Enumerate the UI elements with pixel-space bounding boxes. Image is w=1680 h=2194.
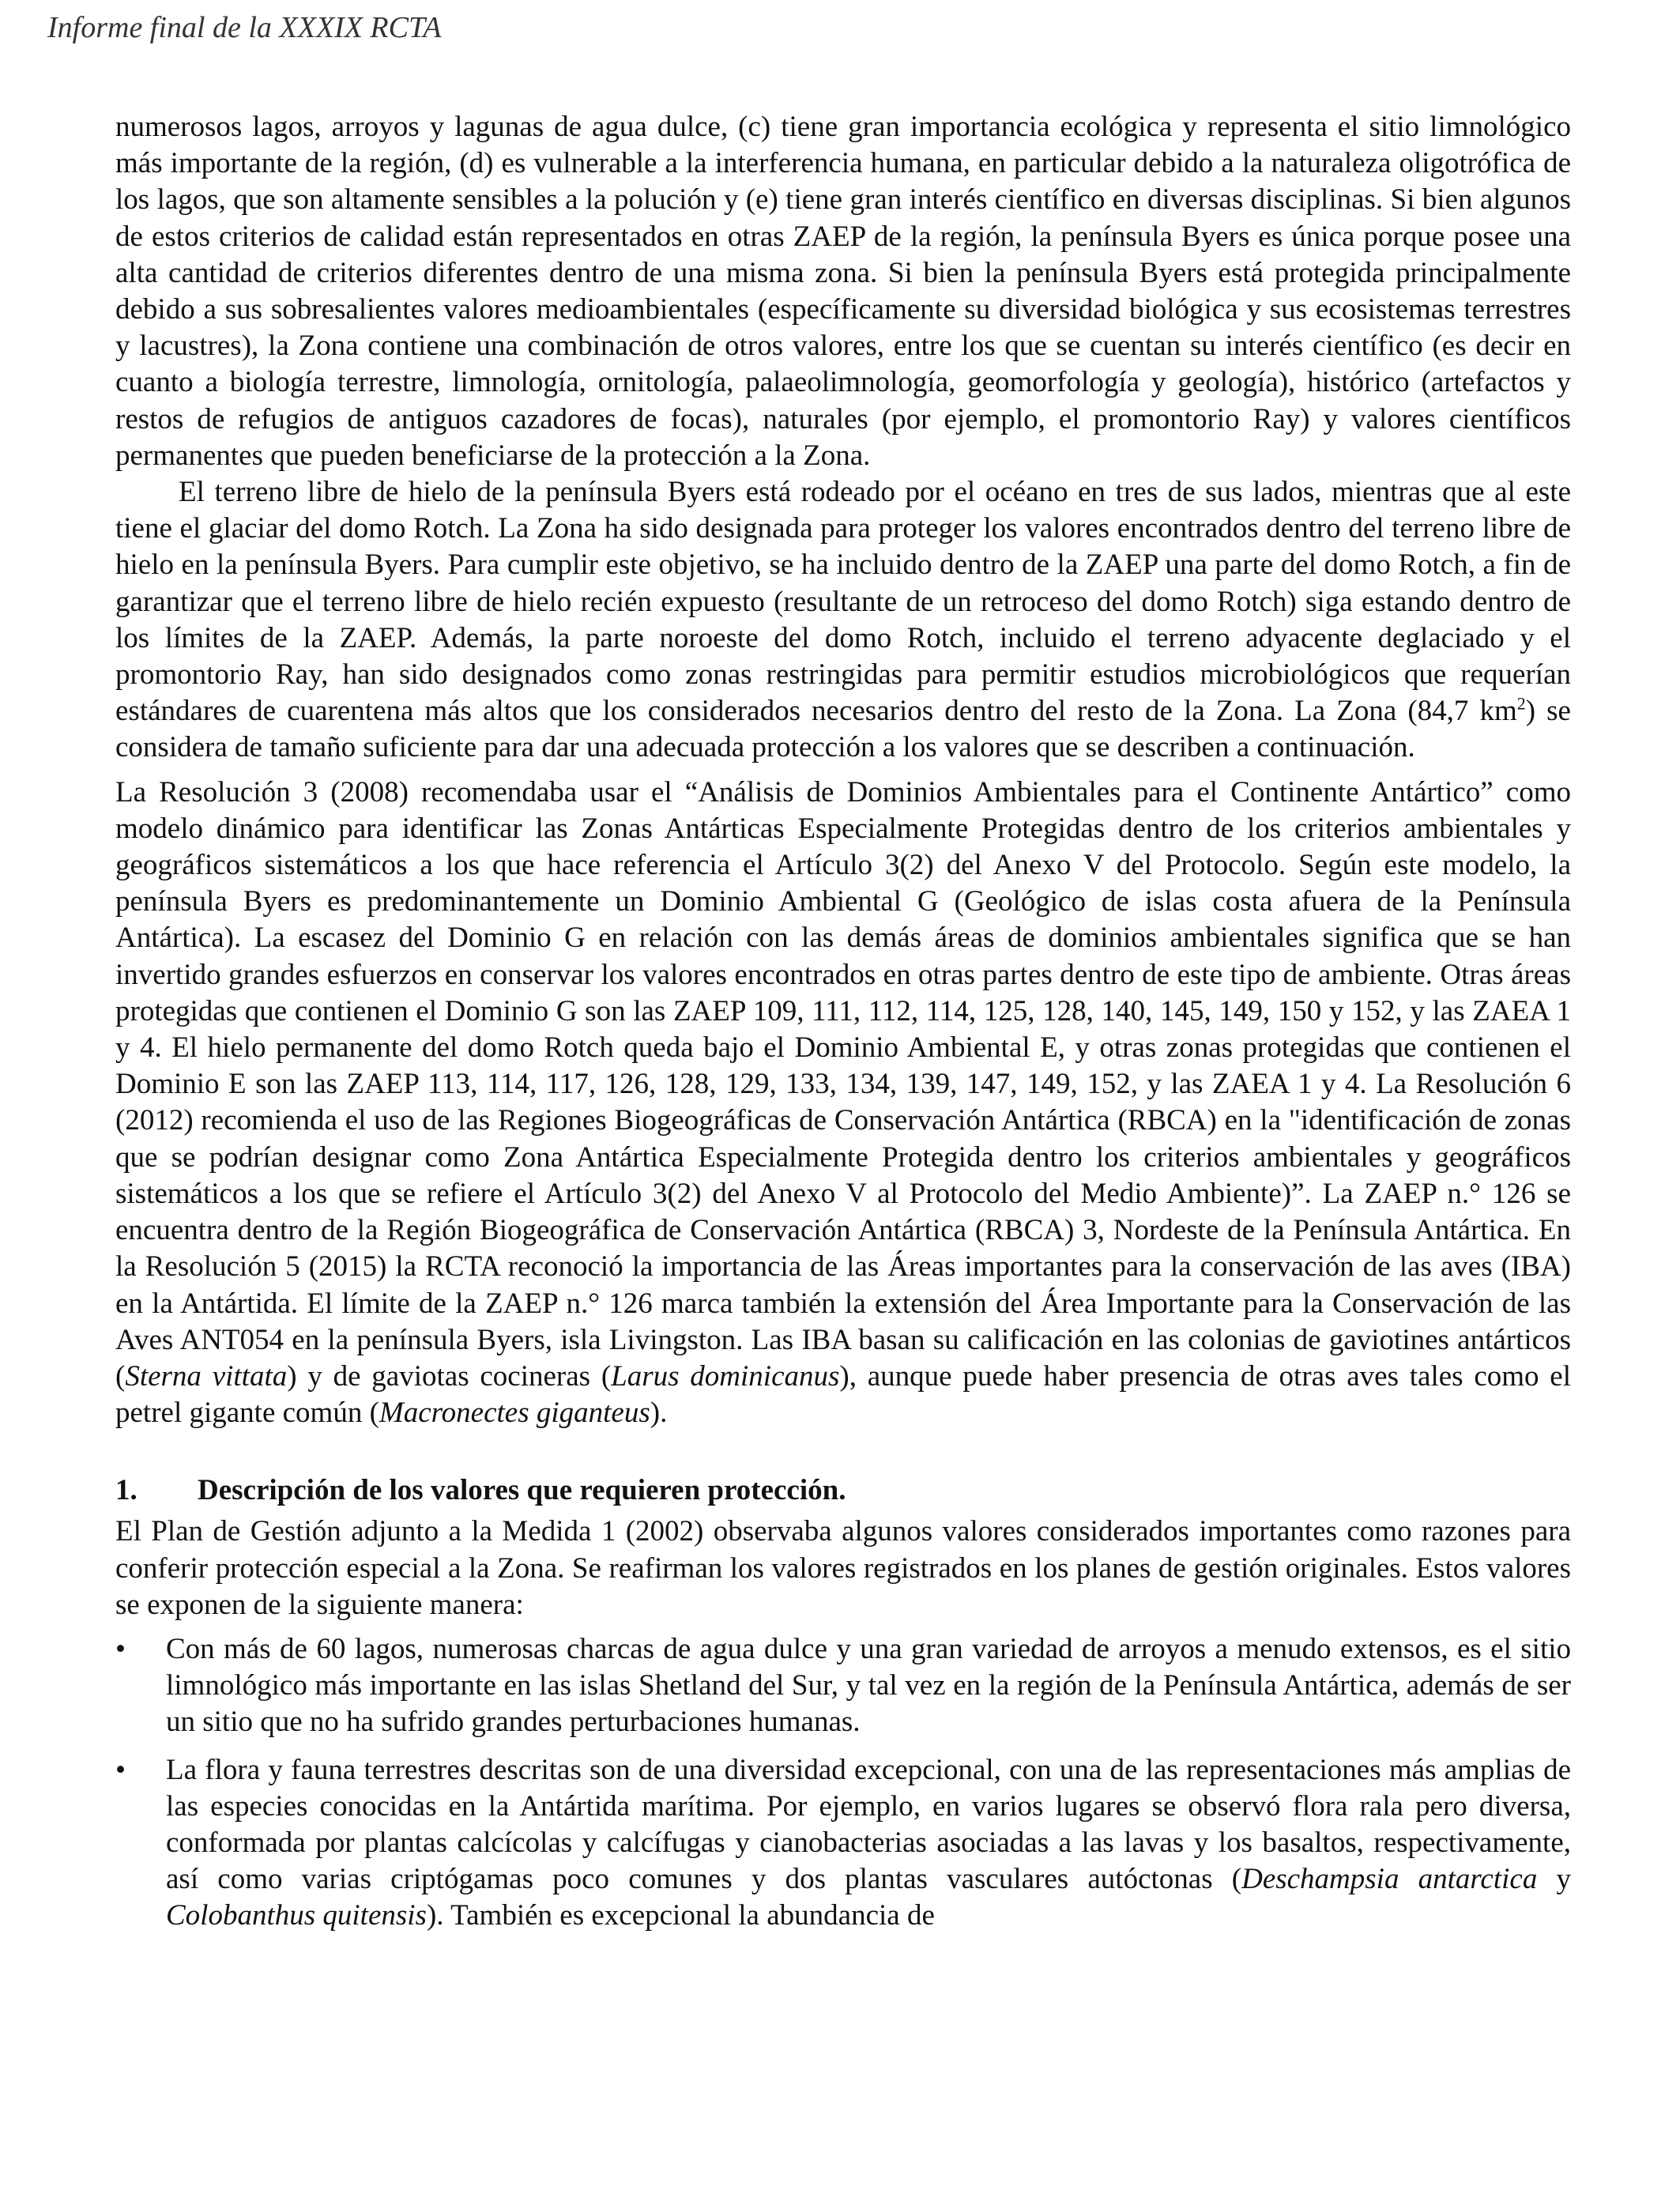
section-title: Descripción de los valores que requieren protección. — [198, 1474, 846, 1507]
running-header: Informe final de la XXXIX RCTA — [47, 11, 442, 44]
paragraph-text: El terreno libre de hielo de la península Byers está rodeado por el océano en tres de sus lados, mientras que al este tiene el glaciar del domo Rotch. La Zona ha sido designada para proteger los valores encontrados dentro del terreno libre de hielo en la península Byers. Para cumplir este objetivo, se ha incluido dentro de la ZAEP una parte del domo Rotch, a fin de garantizar que el terreno libre de hielo recién expuesto (resultante de un retroceso del domo Rotch) siga estando dentro de los límites de la ZAEP. Además, la parte noroeste del domo Rotch, incluido el terreno adyacente deglaciado y el promontorio Ray, han sido designados como zonas restringidas para permitir estudios microbiológicos que requerían estándares de cuarentena más altos que los considerados necesarios dentro del resto de la Zona. La Zona (84,7 km — [115, 476, 1571, 728]
species-name: Deschampsia antarctica — [1241, 1863, 1538, 1896]
paragraph-environmental-domains — [115, 775, 1571, 1432]
section-heading — [115, 1472, 1571, 1509]
list-item-text: ). También es excepcional la abundancia de — [426, 1899, 935, 1932]
section-number: 1. — [115, 1474, 137, 1507]
species-name: Macronectes giganteus — [379, 1397, 650, 1430]
superscript: 2 — [1516, 693, 1526, 714]
values-list — [115, 1631, 1571, 1935]
paragraph-values-summary: numerosos lagos, arroyos y lagunas de agua dulce, (c) tiene gran importancia ecológica y representa el sitio limnológico más importante de la región, (d) es vulnerable a la interferencia humana, en particular debido a la naturaleza oligotrófica de los lagos, que son altamente sensibles a la polución y (e) tiene gran interés científico en diversas disciplinas. Si bien algunos de estos criterios de calidad están representados en otras ZAEP de la región, la península Byers es única porque posee una alta cantidad de criterios diferentes dentro de una misma zona. Si bien la península Byers está protegida principalmente debido a sus sobresalientes valores medioambientales (específicamente su diversidad biológica y sus ecosistemas terrestres y lacustres), la Zona contiene una combinación de otros valores, entre los que se cuentan su interés científico (es decir en cuanto a biología terrestre, limnología, ornitología, palaeolimnología, geomorfología y geología), histórico (artefactos y restos de refugios de antiguos cazadores de focas), naturales (por ejemplo, el promontorio Ray) y valores científicos permanentes que pueden beneficiarse de la protección a la Zona. — [115, 111, 1571, 472]
paragraph-text: La Resolución 3 (2008) recomendaba usar el “Análisis de Dominios Ambientales para el Continente Antártico” como modelo dinámico para identificar las Zonas Antárticas Especialmente Protegidas dentro de los criterios ambientales y geográficos sistemáticos a los que hace referencia el Artículo 3(2) del Anexo V del Protocolo. Según este modelo, la península Byers es predominantemente un Dominio Ambiental G (Geológico de islas costa afuera de la Península Antártica). La escasez del Dominio G en relación con las demás áreas de dominios ambientales significa que se han invertido grandes esfuerzos en conservar los valores encontrados en otras partes dentro de este tipo de ambiente. Otras áreas protegidas que contienen el Dominio G son las ZAEP 109, 111, 112, 114, 125, 128, 140, 145, 149, 150 y 152, y las ZAEA 1 y 4. El hielo permanente del domo Rotch queda bajo el Dominio Ambiental E, y otras zonas protegidas que contienen el Dominio E son las ZAEP 113, 114, 117, 126, 128, 129, 133, 134, 139, 147, 149, 152, y las ZAEA 1 y 4. La Resolución 6 (2012) recomienda el uso de las Regiones Biogeográficas de Conservación Antártica (RBCA) en la "identificación de zonas que se podrían designar como Zona Antártica Especialmente Protegida dentro los criterios ambientales y geográficos sistemáticos a los que se refiere el Artículo 3(2) del Anexo V al Protocolo del Medio Ambiente)”. La ZAEP n.° 126 se encuentra dentro de la Región Biogeográfica de Conservación Antártica (RBCA) 3, Nordeste de la Península Antártica. En la Resolución 5 (2015) la RCTA reconoció la importancia de las Áreas importantes para la conservación de las aves (IBA) en la Antártida. El límite de la ZAEP n.° 126 marca también la extensión del Área Importante para la Conservación de las Aves ANT054 en la península Byers, isla Livingston. Las IBA basan su calificación en las colonias de gaviotines antárticos ( — [115, 775, 1571, 1393]
species-name: Sterna vittata — [125, 1359, 288, 1393]
list-item — [115, 1752, 1571, 1935]
document-body — [115, 109, 1571, 1946]
paragraph-text: ), aunque puede haber presencia de otras aves tales como el petrel gigante común ( — [115, 1359, 1571, 1430]
bullet-icon: • — [115, 1632, 126, 1665]
paragraph-ice-free-terrain — [115, 474, 1571, 767]
list-item-text: Con más de 60 lagos, numerosas charcas de agua dulce y una gran variedad de arroyos a menudo extensos, es el sitio limnológico más importante en las islas Shetland del Sur, y tal vez en la región de la Península Antártica, además de ser un sitio que no ha sufrido grandes perturbaciones humanas. — [166, 1632, 1571, 1739]
species-name: Colobanthus quitensis — [166, 1899, 427, 1932]
bullet-icon: • — [115, 1753, 126, 1786]
paragraph-text: ) y de gaviotas cocineras ( — [287, 1359, 612, 1393]
species-name: Larus dominicanus — [611, 1359, 840, 1393]
paragraph-text: ). — [650, 1397, 668, 1430]
list-item-text: La flora y fauna terrestres descritas son de una diversidad excepcional, con una de las representaciones más amplias de las especies conocidas en la Antártida marítima. Por ejemplo, en varios lugares se observó flora rala pero diversa, conformada por plantas calcícolas y calcífugas y cianobacterias asociadas a las lavas y los basaltos, respectivamente, así como varias criptógamas poco comunes y dos plantas vasculares autóctonas ( — [166, 1753, 1571, 1896]
paragraph-text: ) se considera de tamaño suficiente para dar una adecuada protección a los valores que se describen a continuación. — [115, 695, 1571, 764]
list-item — [115, 1631, 1571, 1741]
section-intro-paragraph: El Plan de Gestión adjunto a la Medida 1 (2002) observaba algunos valores considerados importantes como razones para conferir protección especial a la Zona. Se reafirman los valores registrados en los planes de gestión originales. Estos valores se exponen de la siguiente manera: — [115, 1515, 1571, 1621]
list-item-text: y — [1537, 1863, 1572, 1896]
